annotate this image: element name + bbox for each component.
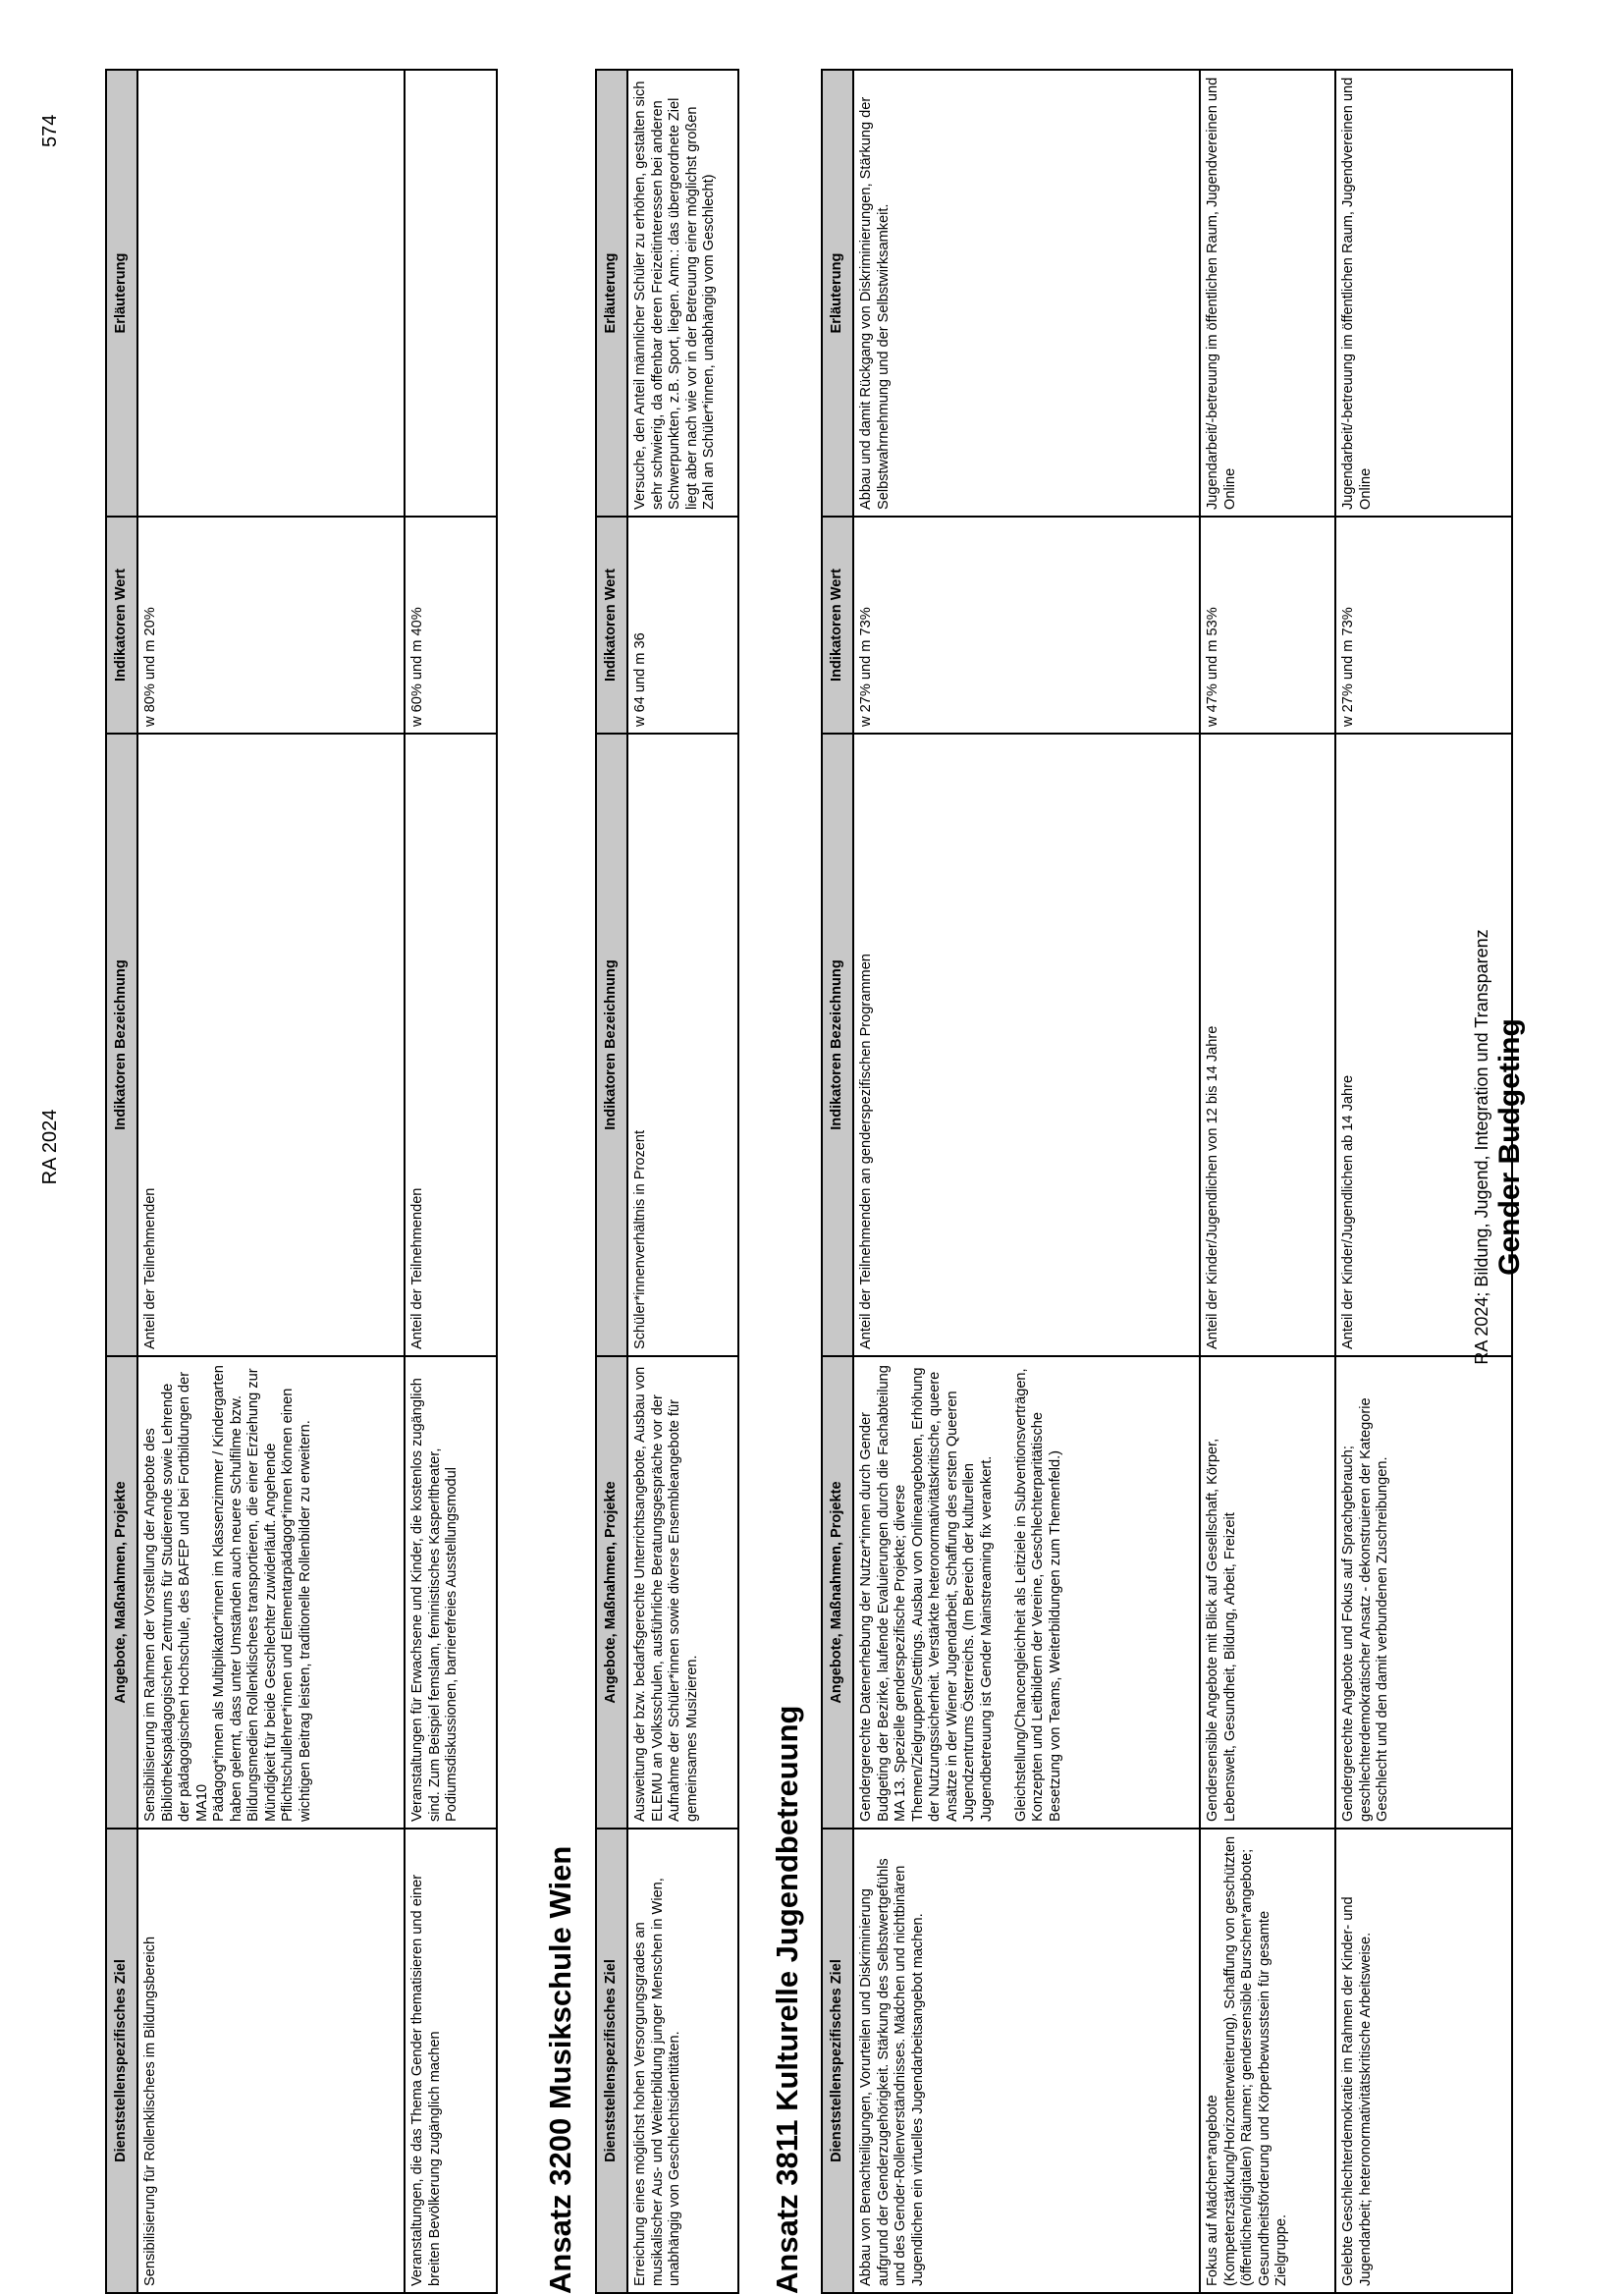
footer-label: RA 2024: [39, 1109, 61, 1185]
cell-wert: w 27% und m 73%: [853, 517, 1200, 734]
col-header-angebote: Angebote, Maßnahmen, Projekte: [822, 1356, 853, 1829]
page-number: 574: [39, 114, 61, 147]
cell-angebote: Gendersensible Angebote mit Blick auf Gesellschaft, Körper, Lebenswelt, Gesundheit, Bildung, Arbeit, Freizeit: [1200, 1356, 1335, 1829]
col-header-erlaeuterung: Erläuterung: [106, 70, 137, 517]
cell-erlaeuterung: Jugendarbeit/-betreuung im öffentlichen Raum, Jugendvereinen und Online: [1200, 70, 1335, 517]
col-header-bezeichnung: Indikatoren Bezeichnung: [596, 734, 627, 1356]
cell-ziel: Fokus auf Mädchen*angebote (Kompetenzstärkung/Horizonterweiterung), Schaffung von geschützten (öffentlichen/digitalen) Räumen; gendersensible Burschen*angebote; Gesundheitsförderung und Körperbewusstsein für gesamte Zielgruppe.: [1200, 1829, 1335, 2293]
cell-angebote: Veranstaltungen für Erwachsene und Kinder, die kostenlos zugänglich sind. Zum Beispiel femslam, feministisches Kasperltheater, Podiumsdiskussionen, barrierefreies Ausstellungsmodul: [405, 1356, 497, 1829]
col-header-bezeichnung: Indikatoren Bezeichnung: [822, 734, 853, 1356]
cell-bezeichnung: Anteil der Teilnehmenden: [137, 734, 405, 1356]
col-header-ziel: Dienststellenspezifisches Ziel: [106, 1829, 137, 2293]
table-header-row: [822, 70, 853, 2293]
table-header-row: [106, 70, 137, 2293]
cell-erlaeuterung: Versuche, den Anteil männlicher Schüler zu erhöhen, gestalten sich sehr schwierig, da offenbar deren Freizeitinteressen bei anderen Schwerpunkten, z.B. Sport, liegen. Anm.: das übergeordnete Ziel liegt aber nach wie vor in der Betreuung einer möglichst großen Zahl an Schüler*innen, unabhängig vom Geschlecht): [627, 70, 738, 517]
cell-bezeichnung: Schüler*innenverhältnis in Prozent: [627, 734, 738, 1356]
section-heading-musikschule: Ansatz 3200 Musikschule Wien: [543, 1845, 577, 2294]
cell-erlaeuterung: [137, 70, 405, 517]
cell-erlaeuterung: Jugendarbeit/-betreuung im öffentlichen Raum, Jugendvereinen und Online: [1335, 70, 1512, 517]
section-heading-jugendbetreuung: Ansatz 3811 Kulturelle Jugendbetreuung: [770, 1705, 804, 2294]
table-row: [1335, 70, 1512, 2293]
table-row: [1200, 70, 1335, 2293]
col-header-ziel: Dienststellenspezifisches Ziel: [596, 1829, 627, 2293]
cell-bezeichnung: Anteil der Teilnehmenden: [405, 734, 497, 1356]
cell-wert: w 80% und m 20%: [137, 517, 405, 734]
cell-wert: w 27% und m 73%: [1335, 517, 1512, 734]
table-section2: [595, 69, 739, 2294]
col-header-wert: Indikatoren Wert: [822, 517, 853, 734]
cell-ziel: Gelebte Geschlechterdemokratie im Rahmen der Kinder- und Jugendarbeit; heteronormativitätskritische Arbeitsweise.: [1335, 1829, 1512, 2293]
cell-wert: w 60% und m 40%: [405, 517, 497, 734]
table-section3: [821, 69, 1513, 2294]
table-row: [853, 70, 1200, 2293]
table-row: [627, 70, 738, 2293]
cell-bezeichnung: Anteil der Teilnehmenden an genderspezifischen Programmen: [853, 734, 1200, 1356]
cell-ziel: Abbau von Benachteiligungen, Vorurteilen und Diskriminierung aufgrund der Genderzugehörigkeit. Stärkung des Selbstwertgefühls und des Gender-Rollenverständnisses. Mädchen und nichtbinären Jugendlichen ein virtuelles Jugendarbeitsangebot machen.: [853, 1829, 1200, 2293]
col-header-wert: Indikatoren Wert: [596, 517, 627, 734]
table-row: [405, 70, 497, 2293]
table-section1: [105, 69, 498, 2294]
cell-wert: w 64 und m 36: [627, 517, 738, 734]
table-row: [137, 70, 405, 2293]
col-header-wert: Indikatoren Wert: [106, 517, 137, 734]
cell-erlaeuterung: [405, 70, 497, 517]
cell-ziel: Sensibilisierung für Rollenklischees im Bildungsbereich: [137, 1829, 405, 2293]
cell-angebote: Gendergerechte Datenerhebung der Nutzer*innen durch Gender Budgeting der Bezirke, laufende Evaluierungen durch die Fachabteilung MA 13. Spezielle genderspezifische Projekte; diverse Themen/Zielgruppen/Settings. Ausbau von Onlineangeboten, Erhöhung der Nutzungssicherheit. Verstärkte heteronormativitätskritische, queere Ansätze in der Wiener Jugendarbeit, Schaffung des ersten Queeren Jugendzentrums Österreichs. (Im Bereich der kulturellen Jugendbetreuung ist Gender Mainstreaming fix verankert. Gleichstellung/Chancengleichheit als Leitziele in Subventionsverträgen, Konzepten und Leitbildern der Vereine, Geschlechterparitätische Besetzung von Teams, Weiterbildungen zum Themenfeld.): [853, 1356, 1200, 1829]
col-header-bezeichnung: Indikatoren Bezeichnung: [106, 734, 137, 1356]
col-header-angebote: Angebote, Maßnahmen, Projekte: [106, 1356, 137, 1829]
table-header-row: [596, 70, 627, 2293]
page-title: Gender Budgeting: [1493, 1018, 1526, 1276]
page-subtitle: RA 2024; Bildung, Jugend, Integration und Transparenz: [1472, 929, 1491, 1365]
cell-erlaeuterung: Abbau und damit Rückgang von Diskriminierungen, Stärkung der Selbstwahrnehmung und der Selbstwirksamkeit.: [853, 70, 1200, 517]
cell-angebote: Sensibilisierung im Rahmen der Vorstellung der Angebote des Bibliothekspädagogischen Zentrums für Studierende sowie Lehrende der pädagogischen Hochschule, des BAFEP und bei Fortbildungen der MA10 Pädagog*innen als Multiplikator*innen im Klassenzimmer / Kindergarten haben gelernt, dass unter Umständen auch neuere Schulfilme bzw. Bildungsmedien Rollenklischees transportieren, die einer Erziehung zur Mündigkeit für beide Geschlechter zuwiderläuft. Angehende Pflichtschullehrer*innen und Elementarpädagog*innen können einen wichtigen Beitrag leisten, traditionelle Rollenbilder zu erweitern.: [137, 1356, 405, 1829]
col-header-ziel: Dienststellenspezifisches Ziel: [822, 1829, 853, 2293]
cell-bezeichnung: Anteil der Kinder/Jugendlichen von 12 bis 14 Jahre: [1200, 734, 1335, 1356]
cell-wert: w 47% und m 53%: [1200, 517, 1335, 734]
cell-angebote: Gendergerechte Angebote und Fokus auf Sprachgebrauch; geschlechterdemokratischer Ansatz - dekonstruieren der Kategorie Geschlecht und den damit verbundenen Zuschreibungen.: [1335, 1356, 1512, 1829]
cell-ziel: Veranstaltungen, die das Thema Gender thematisieren und einer breiten Bevölkerung zugänglich machen: [405, 1829, 497, 2293]
cell-angebote: Ausweitung der bzw. bedarfsgerechte Unterrichtsangebote, Ausbau von ELEMU an Volksschulen, ausführliche Beratungsgespräche vor der Aufnahme der Schüler*innen sowie diverse Ensembleangebote für gemeinsames Musizieren.: [627, 1356, 738, 1829]
cell-bezeichnung: Anteil der Kinder/Jugendlichen ab 14 Jahre: [1335, 734, 1512, 1356]
cell-ziel: Erreichung eines möglichst hohen Versorgungsgrades an musikalischer Aus- und Weiterbildung junger Menschen in Wien, unabhängig von Geschlechtsidentitäten.: [627, 1829, 738, 2293]
col-header-erlaeuterung: Erläuterung: [596, 70, 627, 517]
col-header-angebote: Angebote, Maßnahmen, Projekte: [596, 1356, 627, 1829]
col-header-erlaeuterung: Erläuterung: [822, 70, 853, 517]
